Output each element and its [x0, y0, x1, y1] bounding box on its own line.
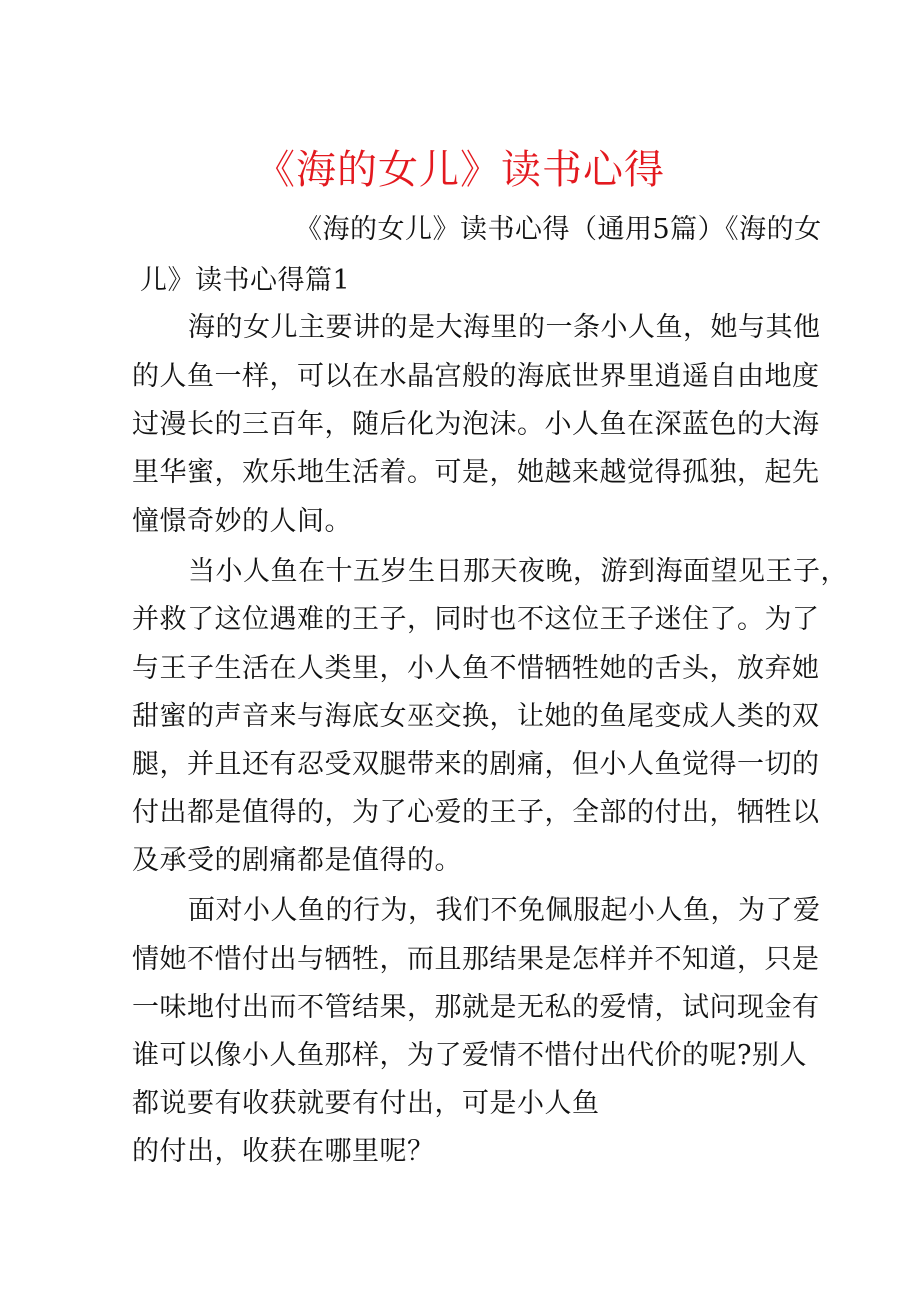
paragraph-2-line: 与王子生活在人类里，小人鱼不惜牺牲她的舌头，放弃她 — [132, 653, 820, 684]
paragraph-3-line: 情她不惜付出与牺牲，而且那结果是怎样并不知道，只是 — [132, 944, 820, 975]
paragraph-2-line: 腿，并且还有忍受双腿带来的剧痛，但小人鱼觉得一切的 — [132, 749, 820, 780]
paragraph-1-line: 过漫长的三百年，随后化为泡沫。小人鱼在深蓝色的大海 — [132, 409, 820, 440]
paragraph-1-line: 的人鱼一样，可以在水晶宫般的海底世界里逍遥自由地度 — [132, 361, 820, 392]
paragraph-3-line: 的付出，收获在哪里呢？ — [132, 1136, 435, 1167]
paragraph-2-line: 并救了这位遇难的王子，同时也不这位王子迷住了。为了 — [132, 604, 820, 635]
paragraph-1-line: 里华蜜，欢乐地生活着。可是，她越来越觉得孤独，起先 — [132, 457, 820, 488]
paragraph-3-line: 面对小人鱼的行为，我们不免佩服起小人鱼，为了爱 — [188, 895, 821, 926]
paragraph-3-line: 一味地付出而不管结果，那就是无私的爱情，试问现金有 — [132, 992, 820, 1023]
paragraph-2-line: 付出都是值得的，为了心爱的王子，全部的付出，牺牲以 — [132, 797, 820, 828]
paragraph-2-line: 甜蜜的声音来与海底女巫交换，让她的鱼尾变成人类的双 — [132, 701, 820, 732]
paragraph-2-line: 及承受的剧痛都是值得的。 — [132, 845, 462, 876]
paragraph-1-line: 海的女儿主要讲的是大海里的一条小人鱼，她与其他 — [188, 312, 821, 343]
paragraph-2-line: 当小人鱼在十五岁生日那天夜晚，游到海面望见王子， — [188, 556, 848, 587]
paragraph-3-line: 都说要有收获就要有付出，可是小人鱼 — [132, 1088, 600, 1119]
subtitle-line: 儿》读书心得篇1 — [140, 265, 351, 296]
paragraph-1-line: 憧憬奇妙的人间。 — [132, 506, 352, 537]
subtitle-line: 《海的女儿》读书心得（通用5篇）《海的女 — [295, 214, 822, 245]
document-title: 《海的女儿》读书心得 — [255, 147, 665, 193]
paragraph-3-line: 谁可以像小人鱼那样，为了爱情不惜付出代价的呢?别人 — [132, 1040, 807, 1071]
